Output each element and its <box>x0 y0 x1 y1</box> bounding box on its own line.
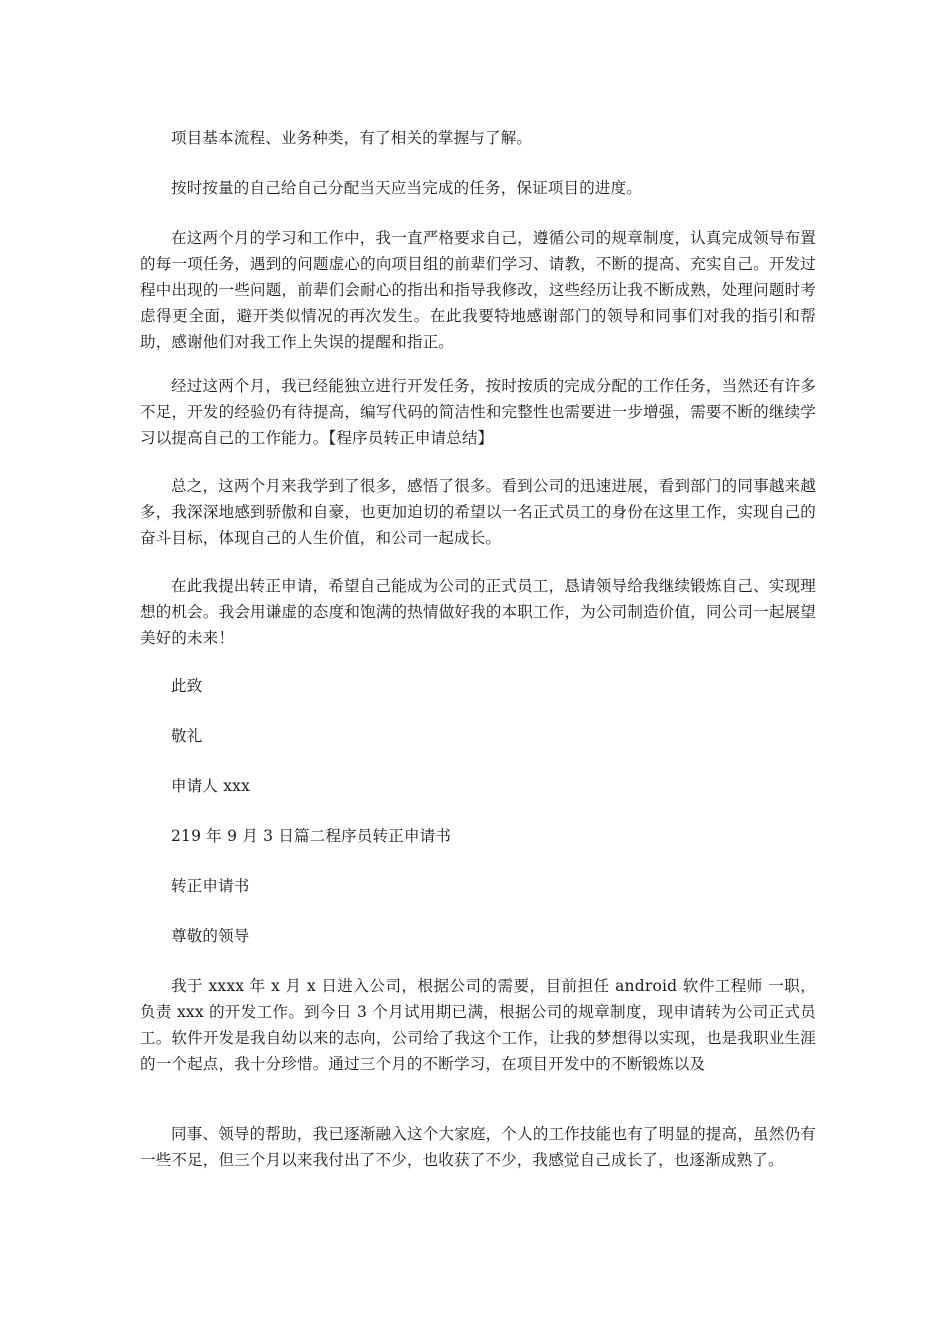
paragraph-two-months-study: 在这两个月的学习和工作中，我一直严格要求自己，遵循公司的规章制度，认真完成领导布置的每一项任务，遇到的问题虚心的向项目组的前辈们学习、请教，不断的提高、充实自己。开发过程中出现的一些问题，前辈们会耐心的指出和指导我修改，这些经历让我不断成熟，处理问题时考虑得更全面，避开类似情况的再次发生。在此我要特地感谢部门的领导和同事们对我的指引和帮助，感谢他们对我工作上失误的提醒和指正。 <box>140 229 816 351</box>
applicant-name: 申请人 xxx <box>171 777 251 795</box>
paragraph-independent-dev: 经过这两个月，我已经能独立进行开发任务，按时按质的完成分配的工作任务，当然还有许多不足，开发的经验仍有待提高，编写代码的简洁性和完整性也需要进一步增强，需要不断的继续学习以提高自己的工作能力。【程序员转正申请总结】 <box>140 377 816 447</box>
paragraph-schedule: 按时按量的自己给自己分配当天应当完成的任务，保证项目的进度。 <box>171 179 643 197</box>
paragraph-joined-company: 我于 xxxx 年 x 月 x 日进入公司，根据公司的需要，目前担任 android 软件工程师 一职，负责 xxx 的开发工作。到今日 3 个月试用期已满，根据公司的规章制度，现申请转为公司正式员工。软件开发是我自幼以来的志向，公司给了我这个工作，让我的梦想得以实现，也是我职业生涯的一个起点，我十分珍惜。通过三个月的不断学习，在项目开发中的不断锻炼以及 <box>140 977 816 1073</box>
date-and-section-title: 219 年 9 月 3 日篇二程序员转正申请书 <box>171 827 452 845</box>
letter-title: 转正申请书 <box>171 877 250 895</box>
paragraph-summary: 总之，这两个月来我学到了很多，感悟了很多。看到公司的迅速进展，看到部门的同事越来越多，我深深地感到骄傲和自豪，也更加迫切的希望以一名正式员工的身份在这里工作，实现自己的奋斗目标，体现自己的人生价值，和公司一起成长。 <box>140 477 816 547</box>
closing-regards: 敬礼 <box>171 727 203 745</box>
letter-greeting: 尊敬的领导 <box>171 927 250 945</box>
paragraph-colleagues-help: 同事、领导的帮助，我已逐渐融入这个大家庭，个人的工作技能也有了明显的提高，虽然仍有一些不足，但三个月以来我付出了不少，也收获了不少，我感觉自己成长了，也逐渐成熟了。 <box>140 1125 816 1169</box>
paragraph-project-process: 项目基本流程、业务种类，有了相关的掌握与了解。 <box>171 129 533 147</box>
closing-salutation: 此致 <box>171 677 203 695</box>
paragraph-application: 在此我提出转正申请，希望自己能成为公司的正式员工，恳请领导给我继续锻炼自己、实现理想的机会。我会用谦虚的态度和饱满的热情做好我的本职工作，为公司制造价值，同公司一起展望美好的未来！ <box>140 577 816 647</box>
